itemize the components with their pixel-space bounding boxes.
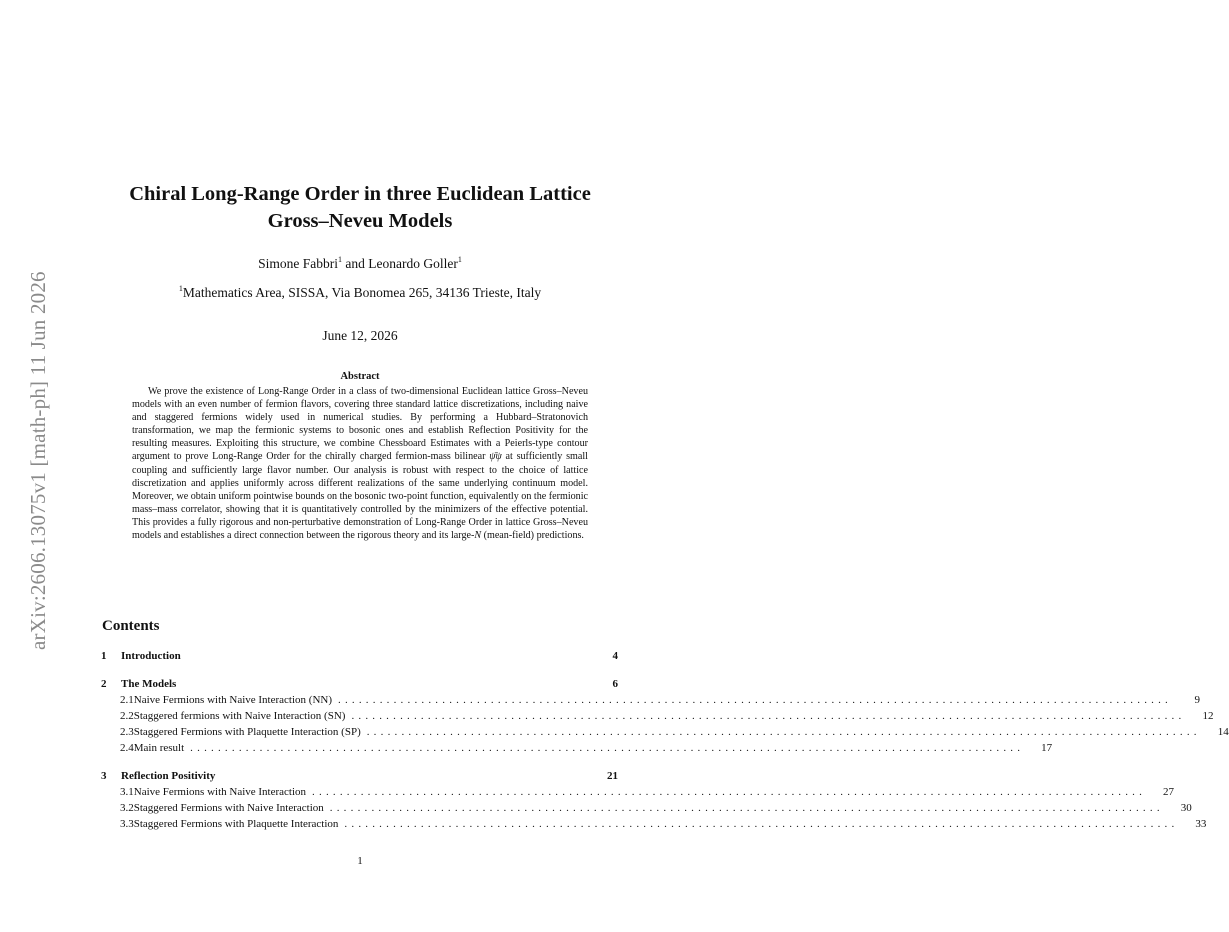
toc-subsection-2-1[interactable] [101, 694, 1200, 710]
toc-dot-leader: ........................................................................................................................ [344, 818, 1179, 830]
toc-subsection-3-2[interactable] [101, 802, 1192, 818]
author-1: Simone Fabbri [258, 256, 339, 271]
toc-subsection-label: Naive Fermions with Naive Interaction [133, 786, 307, 798]
affiliation [0, 285, 720, 301]
toc-subsection-label: Staggered fermions with Naive Interaction (SN) [133, 710, 346, 722]
toc-section-number: 2 [101, 678, 107, 690]
toc-section-label: The Models [121, 678, 177, 690]
toc-dot-leader: ........................................................................................................................ [366, 726, 1201, 738]
title-line-1: Chiral Long-Range Order in three Euclidean Lattice [129, 183, 591, 205]
abstract-heading: Abstract [340, 371, 380, 382]
toc-subsection-label: Staggered Fermions with Plaquette Interaction (SP) [133, 726, 361, 738]
toc-dot-leader: ........................................................................................................................ [338, 694, 1172, 706]
toc-subsection-number: 3.3 [120, 818, 134, 830]
toc-gap [101, 758, 618, 770]
toc-section-label: Introduction [121, 650, 181, 662]
toc-section-page: 4 [612, 650, 618, 662]
toc-subsection-page: 14 [1217, 726, 1229, 738]
table-of-contents [101, 650, 1229, 834]
toc-section-label: Reflection Positivity [121, 770, 216, 782]
abstract-text-1: We prove the existence of Long-Range Order in a class of two-dimensional Euclidean lattice Gross–Neveu models with an even number of fermion flavors, covering three standard lattice discretizations, including naive and staggered fermions widely used in numerical studies. By performing a Hubbard–Stratonovich transformation, we map the fermionic systems to bosonic ones and establish Reflection Positivity for the resulting measures. Exploiting this structure, we combine Chessboard Estimates with a Peierls-type contour argument to prove Long-Range Order for the chirally charged fermion-mass bilinear [132, 386, 588, 463]
toc-subsection-label: Naive Fermions with Naive Interaction (NN) [133, 694, 332, 706]
toc-section-2[interactable] [101, 678, 618, 694]
abstract-text-2: at sufficiently small coupling and sufficiently large flavor number. Our analysis is robust with respect to the choice of lattice discretization and applies uniformly across different realizations of the same underlying continuum model. Moreover, we obtain uniform pointwise bounds on the bosonic two-point function, equivalently on the fermionic mass–mass correlator, showing that it is quantitatively controlled by the minimizers of the effective potential. This provides a fully rigorous and non-perturbative demonstration of Long-Range Order in lattice Gross–Neveu models and establishes a direct connection between the rigorous theory and its large- [132, 451, 588, 542]
author-conjunction: and [342, 256, 369, 271]
toc-dot-leader: ........................................................................................................................ [329, 802, 1164, 814]
author-2-affil-mark: 1 [457, 255, 462, 264]
arxiv-stamp-text: arXiv:2606.13075v1 [math-ph] 11 Jun 2026 [26, 271, 50, 650]
toc-subsection-2-4[interactable] [101, 742, 1053, 758]
abstract-body [132, 385, 588, 542]
toc-subsection-page: 27 [1163, 786, 1175, 798]
paper-title [0, 181, 720, 235]
toc-subsection-number: 2.4 [120, 742, 134, 754]
toc-gap [101, 666, 618, 678]
abstract-text-3: (mean-field) predictions. [481, 530, 584, 542]
arxiv-side-stamp [16, 250, 56, 650]
page-number: 1 [357, 855, 363, 867]
abstract-math-n: N [474, 530, 482, 542]
contents-heading: Contents [102, 618, 160, 634]
author-2: Leonardo Goller [368, 256, 458, 271]
toc-subsection-number: 2.3 [120, 726, 134, 738]
toc-subsection-label: Staggered Fermions with Plaquette Interaction [133, 818, 339, 830]
toc-section-3[interactable] [101, 770, 618, 786]
author-1-affil-mark: 1 [338, 255, 343, 264]
toc-dot-leader: ........................................................................................................................ [351, 710, 1186, 722]
toc-subsection-3-3[interactable] [101, 818, 1207, 834]
toc-subsection-page: 9 [1194, 694, 1200, 706]
toc-subsection-page: 17 [1041, 742, 1053, 754]
toc-subsection-2-3[interactable] [101, 726, 1229, 742]
toc-subsection-number: 3.2 [120, 802, 134, 814]
toc-subsection-3-1[interactable] [101, 786, 1175, 802]
toc-subsection-number: 2.1 [120, 694, 134, 706]
author-list [0, 256, 720, 272]
affiliation-mark: 1 [178, 284, 183, 293]
toc-dot-leader: ........................................................................................................................ [312, 786, 1147, 798]
toc-subsection-number: 2.2 [120, 710, 134, 722]
toc-subsection-number: 3.1 [120, 786, 134, 798]
toc-section-page: 6 [612, 678, 618, 690]
toc-section-page: 21 [607, 770, 618, 782]
toc-subsection-label: Main result [133, 742, 185, 754]
paper-date: June 12, 2026 [322, 328, 398, 343]
toc-subsection-2-2[interactable] [101, 710, 1214, 726]
title-line-2: Gross–Neveu Models [267, 210, 453, 232]
toc-subsection-page: 33 [1195, 818, 1207, 830]
toc-dot-leader: ........................................................................................................................ [190, 742, 1025, 754]
toc-subsection-page: 12 [1202, 710, 1214, 722]
affiliation-text: Mathematics Area, SISSA, Via Bonomea 265, 34136 Trieste, Italy [182, 285, 542, 300]
toc-subsection-page: 30 [1180, 802, 1192, 814]
toc-section-number: 1 [101, 650, 107, 662]
abstract-math-bilinear: ψ̄ψ [489, 451, 502, 463]
toc-section-number: 3 [101, 770, 107, 782]
toc-section-1[interactable] [101, 650, 618, 666]
toc-subsection-label: Staggered Fermions with Naive Interaction [133, 802, 324, 814]
